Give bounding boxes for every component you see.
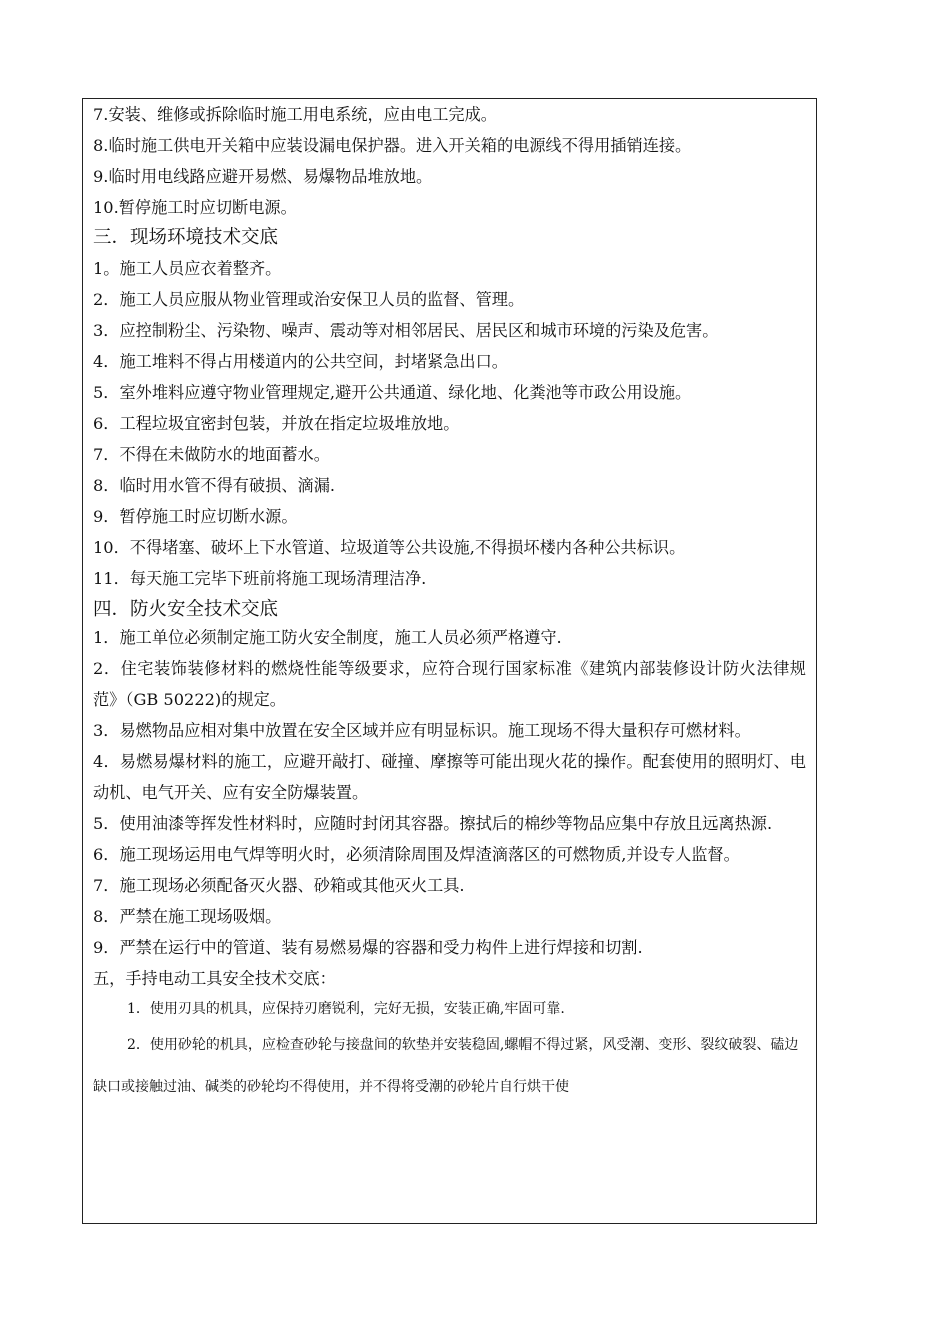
list-item: 1。施工人员应衣着整齐。 [93, 259, 282, 278]
list-item: 7．施工现场必须配备灭火器、砂箱或其他灭火工具. [93, 876, 465, 895]
list-item: 4．施工堆料不得占用楼道内的公共空间，封堵紧急出口。 [93, 352, 508, 371]
list-item: 9.临时用电线路应避开易燃、易爆物品堆放地。 [93, 167, 433, 186]
section-heading: 四．防火安全技术交底 [93, 599, 279, 620]
list-item: 2．住宅装饰装修材料的燃烧性能等级要求，应符合现行国家标准《建筑内部装修设计防火法律规范》（GB 50222)的规定。 [93, 659, 806, 709]
list-item: 9．暂停施工时应切断水源。 [93, 507, 298, 526]
list-item: 5．使用油漆等挥发性材料时，应随时封闭其容器。擦拭后的棉纱等物品应集中存放且远离热源. [93, 814, 773, 833]
list-item: 1．施工单位必须制定施工防火安全制度，施工人员必须严格遵守. [93, 628, 562, 647]
list-item: 3．应控制粉尘、污染物、噪声、震动等对相邻居民、居民区和城市环境的污染及危害。 [93, 321, 719, 340]
section4 [93, 598, 806, 963]
section5 [93, 963, 806, 1108]
list-item: 6．工程垃圾宜密封包装，并放在指定垃圾堆放地。 [93, 414, 460, 433]
list-item: 5．室外堆料应遵守物业管理规定,避开公共通道、绿化地、化粪池等市政公用设施。 [93, 383, 692, 402]
list-item: 3．易燃物品应相对集中放置在安全区域并应有明显标识。施工现场不得大量积存可燃材料。 [93, 721, 751, 740]
section-heading: 五，手持电动工具安全技术交底： [93, 969, 336, 988]
list-item: 10．不得堵塞、破坏上下水管道、垃圾道等公共设施,不得损坏楼内各种公共标识。 [93, 538, 686, 557]
list-item: 6．施工现场运用电气焊等明火时，必须清除周围及焊渣滴落区的可燃物质,并设专人监督。 [93, 845, 740, 864]
list-item: 8.临时施工供电开关箱中应装设漏电保护器。进入开关箱的电源线不得用插销连接。 [93, 136, 692, 155]
list-item: 7．不得在未做防水的地面蓄水。 [93, 445, 330, 464]
section-heading: 三．现场环境技术交底 [93, 227, 279, 248]
list-item: 9．严禁在运行中的管道、装有易燃易爆的容器和受力构件上进行焊接和切割. [93, 938, 643, 957]
list-item: 2．使用砂轮的机具，应检查砂轮与接盘间的软垫并安装稳固,螺帽不得过紧，风受潮、变形、裂纹破裂、磕边缺口或接触过油、碱类的砂轮均不得使用，并不得将受潮的砂轮片自行烘干使 [93, 1037, 799, 1095]
list-item: 1．使用刃具的机具，应保持刃磨锐利，完好无损，安装正确,牢固可靠. [127, 1001, 565, 1017]
list-item: 8．严禁在施工现场吸烟。 [93, 907, 282, 926]
document-frame [82, 98, 817, 1224]
list-item: 7.安装、维修或拆除临时施工用电系统，应由电工完成。 [93, 105, 497, 124]
list-item: 11．每天施工完毕下班前将施工现场清理洁净. [93, 569, 427, 588]
list-item: 4．易燃易爆材料的施工，应避开敲打、碰撞、摩擦等可能出现火花的操作。配套使用的照明灯、电动机、电气开关、应有安全防爆装置。 [93, 752, 806, 802]
list-item: 10.暂停施工时应切断电源。 [93, 198, 297, 217]
list-item: 8．临时用水管不得有破损、滴漏. [93, 476, 336, 495]
section3 [93, 223, 806, 594]
list-item: 2．施工人员应服从物业管理或治安保卫人员的监督、管理。 [93, 290, 525, 309]
section2-tail [93, 99, 806, 223]
